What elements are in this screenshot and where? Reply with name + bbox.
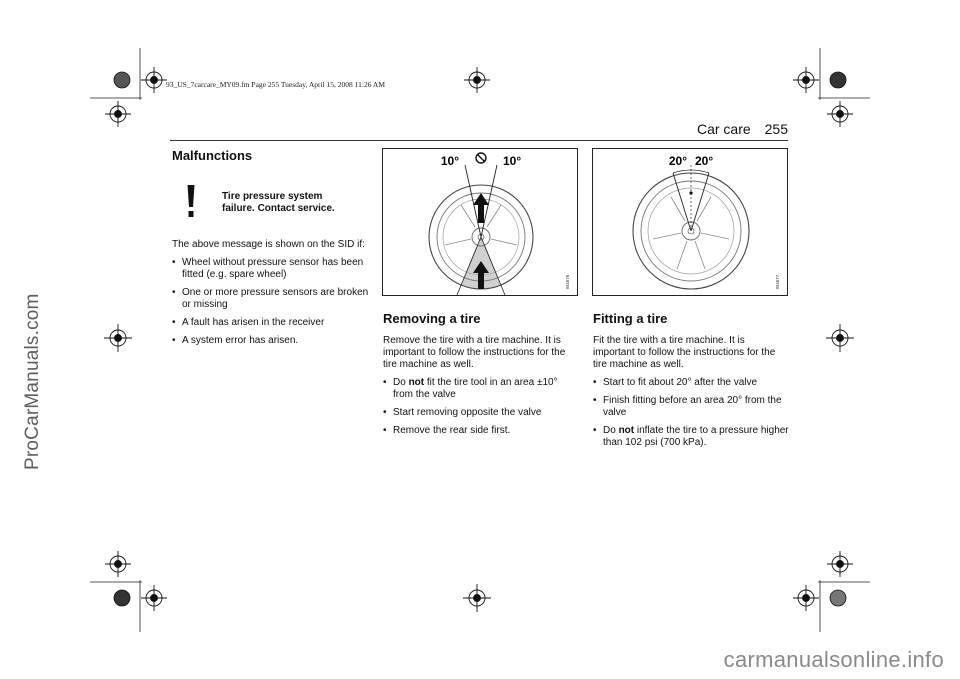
page-number: 255 (764, 121, 788, 137)
print-header: 93_US_7carcare_MY09.fm Page 255 Tuesday, April 15, 2008 11:26 AM (166, 80, 386, 89)
malfunctions-list (172, 257, 370, 347)
angle-label-left: 10° (440, 154, 459, 168)
fitting-intro: Fit the tire with a tire machine. It is important to follow the instructions for the tire machine as well. (593, 335, 776, 370)
angle-label-right: 20° (695, 154, 714, 168)
fitting-list (593, 377, 789, 449)
tire-removal-diagram (383, 149, 577, 295)
fitting-heading: Fitting a tire (593, 311, 668, 326)
emphasis-not: not (618, 425, 635, 436)
warning-block (172, 177, 370, 221)
figure-code: IB4676 (565, 274, 570, 289)
removing-figure (382, 148, 578, 296)
header-rule (170, 140, 788, 141)
emphasis-not: not (408, 377, 425, 388)
figure-code: IB4677 (775, 274, 780, 289)
removing-section (383, 311, 579, 443)
list-item: • Start to fit about 20° after the valve (593, 377, 789, 389)
list-item: • One or more pressure sensors are broken or missing (172, 287, 370, 311)
list-item (383, 377, 579, 401)
text-run: Do (393, 377, 409, 388)
list-item: • A fault has arisen in the receiver (172, 317, 370, 329)
list-item: • Start removing opposite the valve (383, 407, 579, 419)
warning-message: Tire pressure system failure. Contact service. (222, 191, 335, 214)
exclamation-icon (186, 185, 196, 219)
section-title: Car care (696, 121, 751, 137)
prohibited-icon (476, 153, 486, 163)
malfunctions-heading: Malfunctions (172, 148, 253, 163)
list-item (593, 425, 789, 449)
side-watermark: ProCarManuals.com (22, 293, 43, 470)
malfunctions-section (172, 148, 370, 353)
removing-intro: Remove the tire with a tire machine. It is important to follow the instructions for the tire machine as well. (383, 335, 566, 370)
angle-label-right: 10° (503, 154, 522, 168)
angle-label-left: 20° (668, 154, 687, 168)
list-item: • Finish fitting before an area 20° from the valve (593, 395, 789, 419)
list-item: • Remove the rear side first. (383, 425, 579, 437)
tire-fitting-diagram (593, 149, 787, 295)
text-run: inflate the tire to a pressure higher than 102 psi (700 kPa). (603, 425, 789, 448)
malfunctions-intro: The above message is shown on the SID if: (172, 239, 365, 250)
footer-watermark: carmanualsonline.info (723, 647, 944, 672)
list-item: • Wheel without pressure sensor has been fitted (e.g. spare wheel) (172, 257, 370, 281)
running-head (697, 121, 788, 137)
text-run: Do (603, 425, 619, 436)
list-item: • A system error has arisen. (172, 335, 370, 347)
removing-heading: Removing a tire (383, 311, 481, 326)
text-run: fit the tire tool in an area ±10° from the valve (393, 377, 558, 400)
fitting-figure (592, 148, 788, 296)
fitting-section (593, 311, 789, 455)
removing-list (383, 377, 579, 437)
